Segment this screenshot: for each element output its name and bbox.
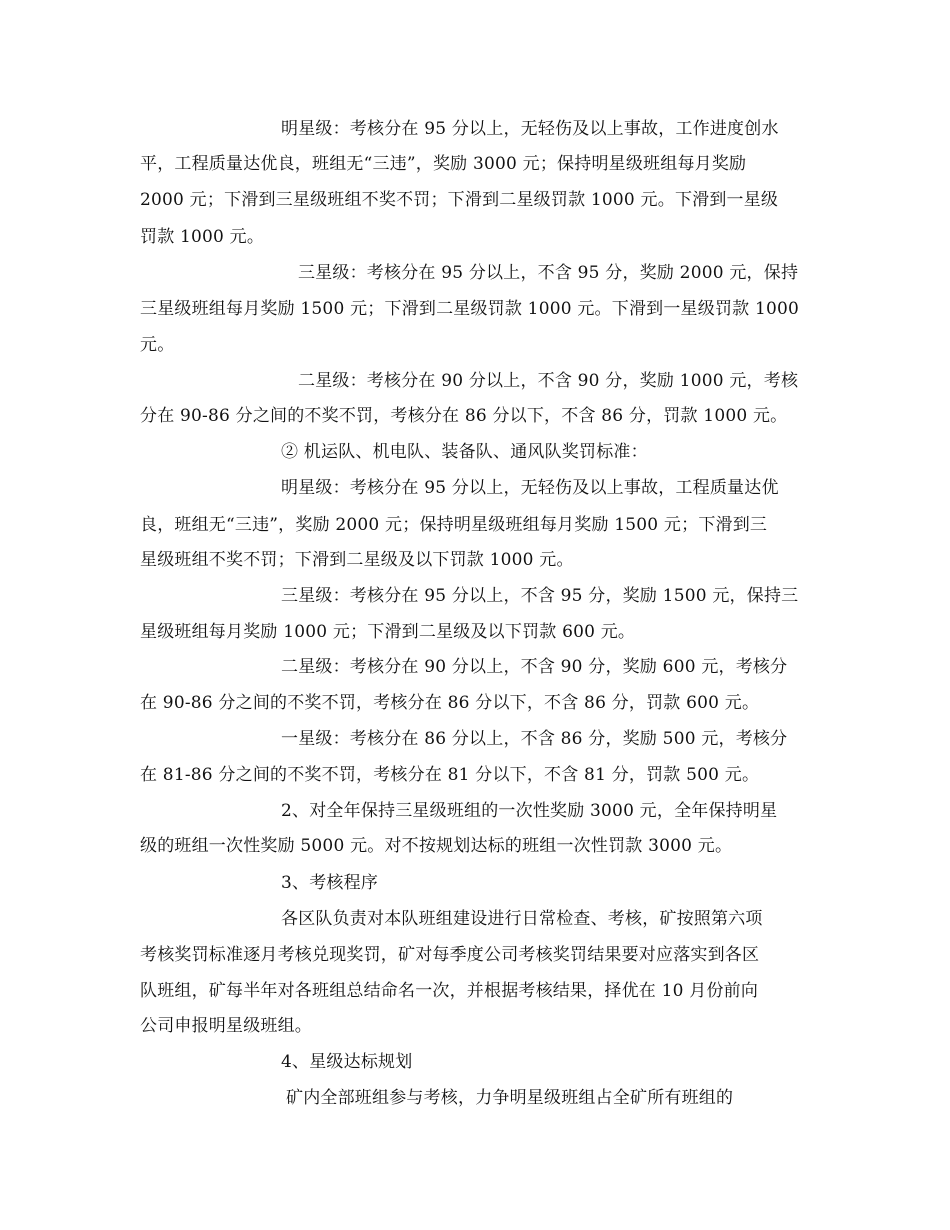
text-line: 星级班组每月奖励 1000 元；下滑到二星级及以下罚款 600 元。 xyxy=(140,622,636,642)
text-line: 良，班组无“三违”，奖励 2000 元；保持明星级班组每月奖励 1500 元；下滑到三 xyxy=(140,515,768,535)
text-line: 三星级：考核分在 95 分以上，不含 95 分，奖励 2000 元，保持 xyxy=(298,263,799,283)
text-line: 在 81-86 分之间的不奖不罚，考核分在 81 分以下，不含 81 分，罚款 500 元。 xyxy=(140,765,760,785)
text-line: 分在 90-86 分之间的不奖不罚，考核分在 86 分以下，不含 86 分，罚款 1000 元。 xyxy=(140,406,788,426)
text-line: 矿内全部班组参与考核，力争明星级班组占全矿所有班组的 xyxy=(286,1088,734,1108)
text-line: 星级班组不奖不罚；下滑到二星级及以下罚款 1000 元。 xyxy=(140,550,574,570)
text-line: 三星级：考核分在 95 分以上，不含 95 分，奖励 1500 元，保持三 xyxy=(281,586,799,606)
text-line: 公司申报明星级班组。 xyxy=(140,1016,312,1036)
text-line: 三星级班组每月奖励 1500 元；下滑到二星级罚款 1000 元。下滑到一星级罚款 1000 xyxy=(140,299,800,319)
text-line: 平，工程质量达优良，班组无“三违”，奖励 3000 元；保持明星级班组每月奖励 xyxy=(140,154,747,174)
text-line: 明星级：考核分在 95 分以上，无轻伤及以上事故，工程质量达优 xyxy=(281,478,779,498)
text-line: 二星级：考核分在 90 分以上，不含 90 分，奖励 600 元，考核分 xyxy=(281,657,788,677)
text-line: 考核奖罚标准逐月考核兑现奖罚，矿对每季度公司考核奖罚结果要对应落实到各区 xyxy=(140,945,760,965)
section-heading: 4、星级达标规划 xyxy=(281,1052,413,1072)
text-line: 队班组，矿每半年对各班组总结命名一次，并根据考核结果，择优在 10 月份前向 xyxy=(140,981,759,1001)
text-line: 二星级：考核分在 90 分以上，不含 90 分，奖励 1000 元，考核 xyxy=(298,371,799,391)
text-line: 在 90-86 分之间的不奖不罚，考核分在 86 分以下，不含 86 分，罚款 600 元。 xyxy=(140,693,760,713)
text-line: 各区队负责对本队班组建设进行日常检查、考核，矿按照第六项 xyxy=(281,909,763,929)
section-heading: 3、考核程序 xyxy=(281,873,379,893)
text-line: 一星级：考核分在 86 分以上，不含 86 分，奖励 500 元，考核分 xyxy=(281,729,788,749)
section-heading: ② 机运队、机电队、装备队、通风队奖罚标准： xyxy=(281,442,648,462)
text-line: 罚款 1000 元。 xyxy=(140,227,265,247)
text-line: 2000 元；下滑到三星级班组不奖不罚；下滑到二星级罚款 1000 元。下滑到一星级 xyxy=(140,190,779,210)
text-line: 元。 xyxy=(140,335,175,355)
text-line: 级的班组一次性奖励 5000 元。对不按规划达标的班组一次性罚款 3000 元。 xyxy=(140,836,733,856)
text-line: 2、对全年保持三星级班组的一次性奖励 3000 元，全年保持明星 xyxy=(281,801,778,821)
text-line: 明星级：考核分在 95 分以上，无轻伤及以上事故，工作进度创水 xyxy=(281,119,779,139)
